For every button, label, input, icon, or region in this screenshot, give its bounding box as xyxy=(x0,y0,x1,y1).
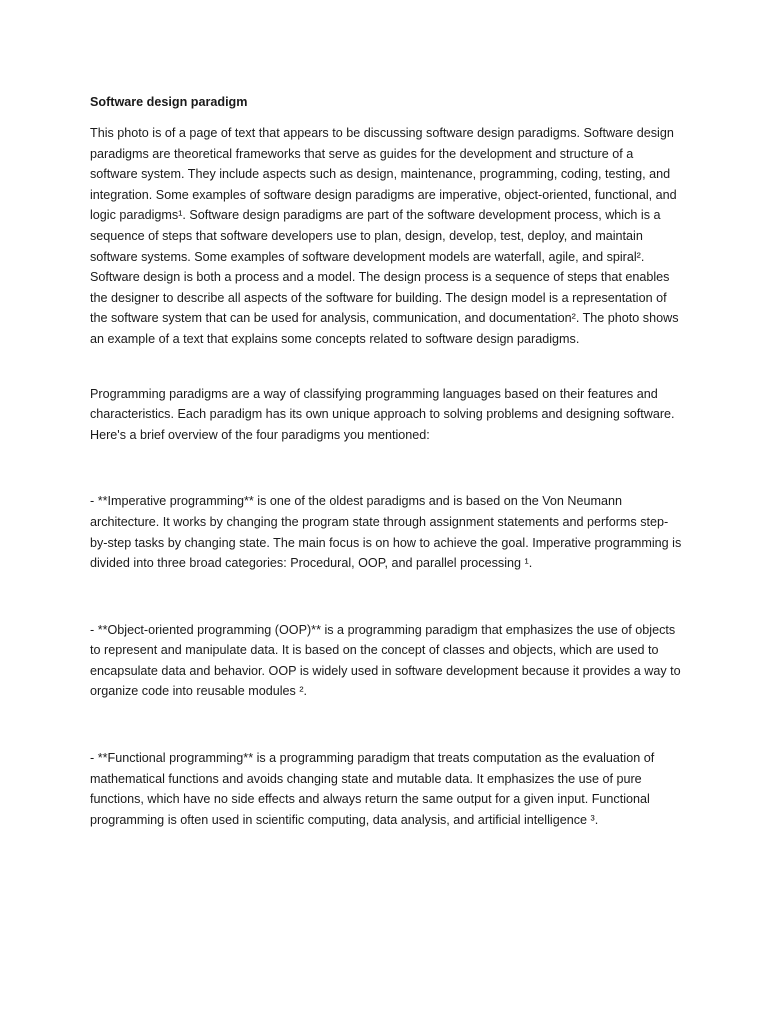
paragraph-oop: - **Object-oriented programming (OOP)** is a programming paradigm that emphasizes the use of objects to represent and manipulate data. It is based on the concept of classes and objects, which are used to encapsulate data and behavior. OOP is widely used in software development because it provides a way to organize code into reusable modules ². xyxy=(90,622,681,699)
paragraph-overview: Programming paradigms are a way of classifying programming languages based on their features and characteristics. Each paradigm has its own unique approach to solving problems and designing software. Here's a brief overview of the four paradigms you mentioned: xyxy=(90,386,675,442)
paragraph-intro: This photo is of a page of text that appears to be discussing software design paradigms. Software design paradigms are theoretical frameworks that serve as guides for the development and structure of a software system. They include aspects such as design, maintenance, programming, coding, testing, and integration. Some examples of software design paradigms are imperative, object-oriented, functional, and logic paradigms¹. Software design paradigms are part of the software development process, which is a sequence of steps that software developers use to plan, design, develop, test, deploy, and maintain software systems. Some examples of software development models are waterfall, agile, and spiral². Software design is both a process and a model. The design process is a sequence of steps that enables the designer to describe all aspects of the software for building. The design model is a representation of the software system that can be used for analysis, communication, and documentation². The photo shows an example of a text that explains some concepts related to software design paradigms. xyxy=(90,126,679,346)
paragraph-functional: - **Functional programming** is a programming paradigm that treats computation as the evaluation of mathematical functions and avoids changing state and mutable data. It emphasizes the use of pure functions, which have no side effects and always return the same output for a given input. Functional programming is often used in scientific computing, data analysis, and artificial intelligence ³. xyxy=(90,751,655,827)
paragraph-imperative: - **Imperative programming** is one of the oldest paradigms and is based on the Von Neumann architecture. It works by changing the program state through assignment statements and performs step-by-step tasks by changing state. The main focus is on how to achieve the goal. Imperative programming is divided into three broad categories: Procedural, OOP, and parallel processing ¹. xyxy=(90,494,682,571)
document-page xyxy=(90,94,682,830)
document-title: Software design paradigm xyxy=(90,95,248,109)
